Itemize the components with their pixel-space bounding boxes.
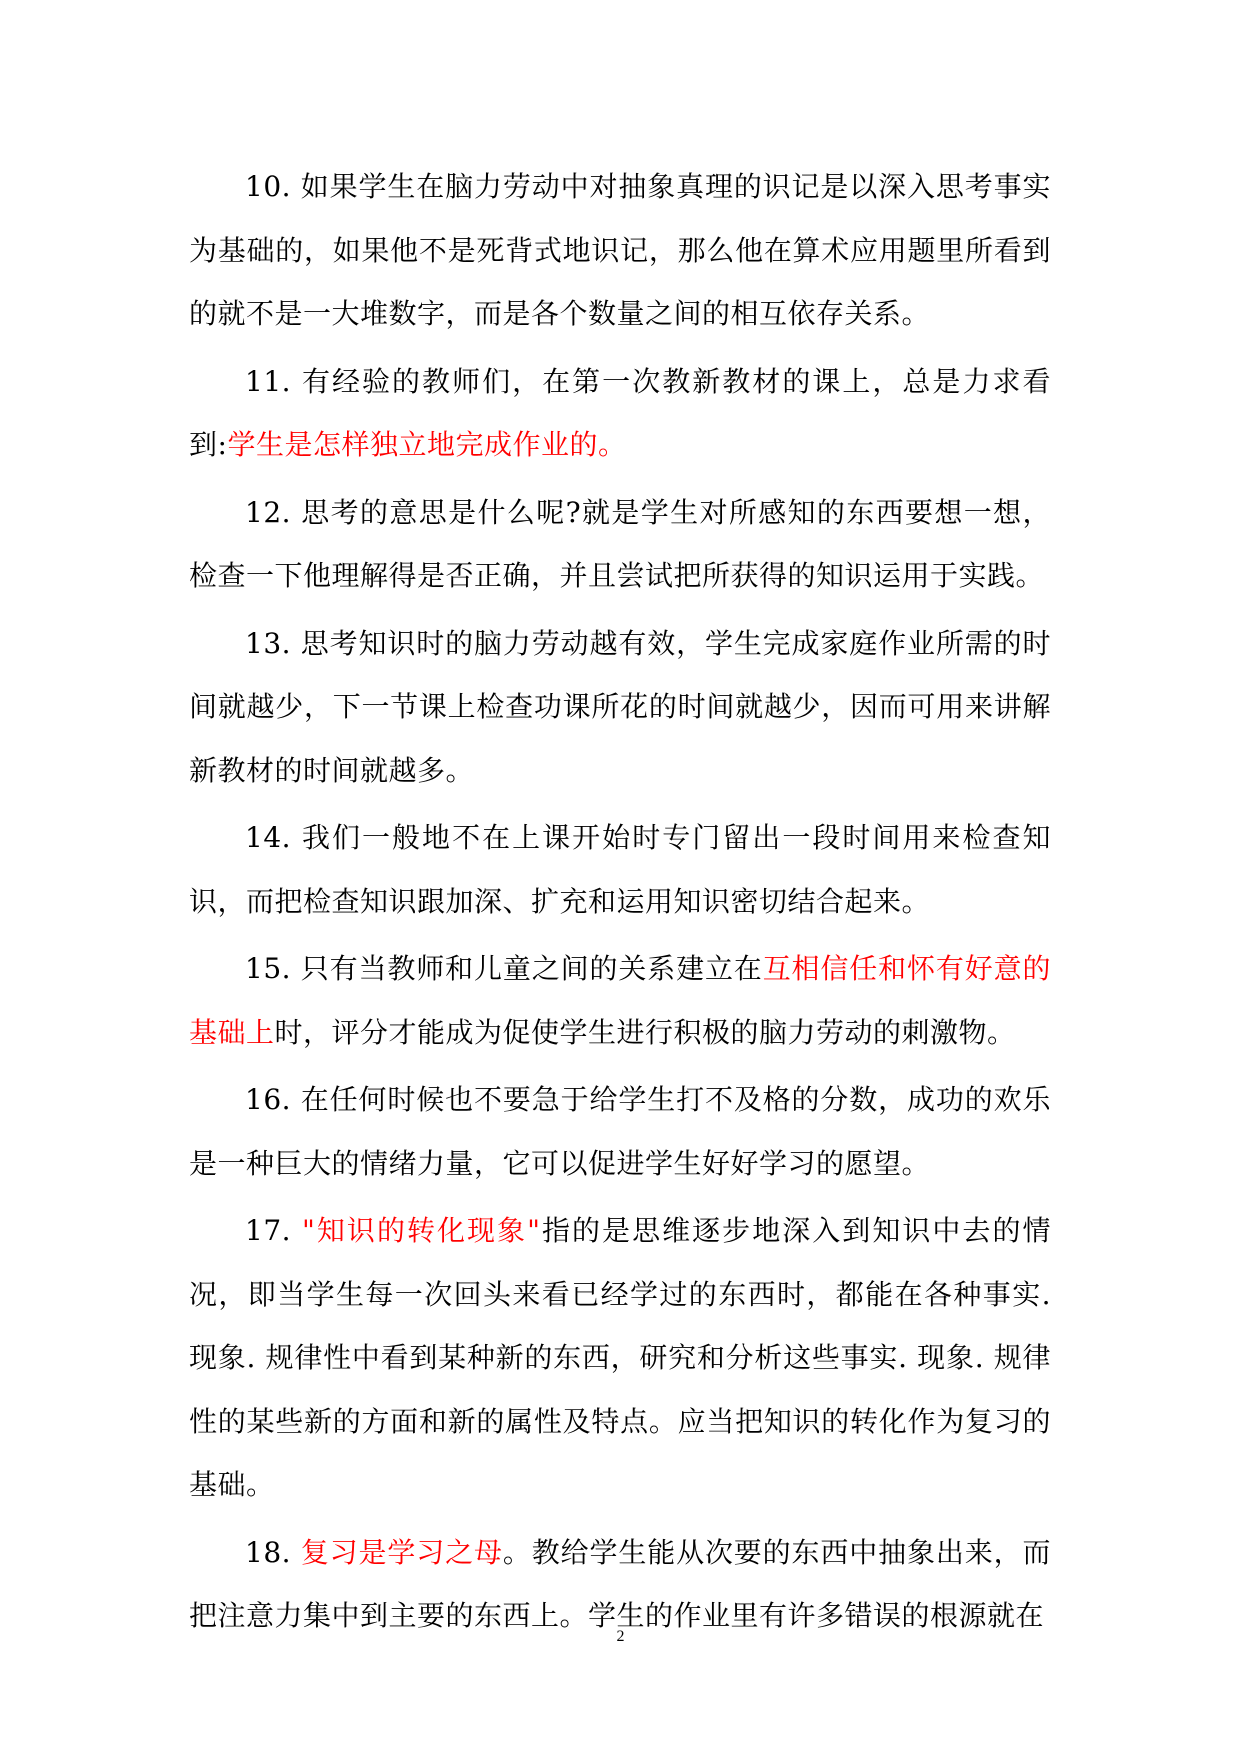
paragraph-13 [189,612,1051,803]
paragraph-text: 13. 思考知识时的脑力劳动越有效，学生完成家庭作业所需的时间就越少，下一节课上检查功课所花的时间就越少，因而可用来讲解新教材的时间就越多。 [189,626,1051,787]
document-body [189,155,1051,1652]
paragraph-text: 14. 我们一般地不在上课开始时专门留出一段时间用来检查知识，而把检查知识跟加深、扩充和运用知识密切结合起来。 [189,821,1051,918]
paragraph-11 [189,350,1051,477]
paragraph-text: 18. [245,1535,301,1569]
paragraph-14 [189,806,1051,933]
highlighted-text: 复习是学习之母 [300,1535,503,1569]
page-number: 2 [616,1628,625,1645]
highlighted-text: "知识的转化现象" [301,1214,541,1247]
paragraph-text: 17. [245,1214,302,1247]
paragraph-text: 15. 只有当教师和儿童之间的关系建立在 [245,952,763,985]
paragraph-10 [189,155,1051,346]
paragraph-text: 16. 在任何时候也不要急于给学生打不及格的分数，成功的欢乐是一种巨大的情绪力量，它可以促进学生好好学习的愿望。 [189,1083,1051,1180]
paragraph-text: 指的是思维逐步地深入到知识中去的情况，即当学生每一次回头来看已经学过的东西时，都能在各种事实. 现象. 规律性中看到某种新的东西，研究和分析这些事实. 现象. 规律性的某些新的方面和新的属性及特点。应当把知识的转化作为复习的基础。 [189,1214,1051,1501]
paragraph-12 [189,481,1051,608]
paragraph-text: 时，评分才能成为促使学生进行积极的脑力劳动的刺激物。 [274,1015,1016,1049]
highlighted-text: 学生是怎样独立地完成作业的。 [227,428,627,461]
paragraph-text: 10. 如果学生在脑力劳动中对抽象真理的识记是以深入思考事实为基础的，如果他不是死背式地识记，那么他在算术应用题里所看到的就不是一大堆数字，而是各个数量之间的相互依存关系。 [189,170,1051,330]
paragraph-15 [189,937,1051,1064]
paragraph-text: 11. 有经验的教师们，在第一次教新教材的课上，总是力求看到: [189,364,1051,461]
paragraph-text: 。教给学生能从次要的东西中抽象出来，而把注意力集中到主要的东西上。学生的作业里有许多错误的根源就在 [189,1535,1051,1632]
paragraph-text: 12. 思考的意思是什么呢?就是学生对所感知的东西要想一想，检查一下他理解得是否正确，并且尝试把所获得的知识运用于实践。 [189,495,1051,592]
paragraph-17 [189,1199,1051,1517]
highlighted-text: 互相信任和怀有好意的基础上 [189,952,1051,1049]
paragraph-16 [189,1068,1051,1195]
